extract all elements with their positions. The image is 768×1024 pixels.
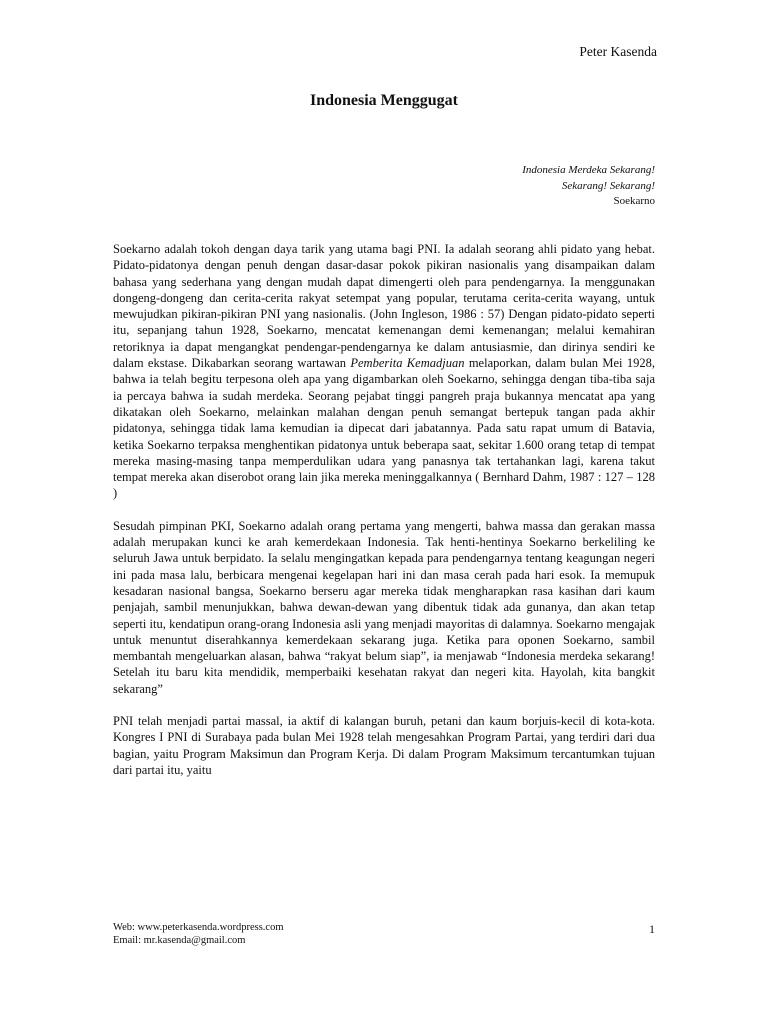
paragraph-1 (113, 241, 655, 502)
newspaper-name: Pemberita Kemadjuan (350, 356, 465, 371)
body-text (113, 241, 655, 794)
paragraph-3: PNI telah menjadi partai massal, ia aktif di kalangan buruh, petani dan kaum borjuis-kecil di kota-kota. Kongres I PNI di Surabaya pada bulan Mei 1928 telah mengesahkan Program Partai, yang terdiri dari dua bagian, yaitu Program Maksimun dan Program Kerja. Di dalam Program Maksimum tercantumkan tujuan dari partai itu, yaitu (113, 714, 655, 777)
paragraph-1-part-a: Soekarno adalah tokoh dengan daya tarik yang utama bagi PNI. Ia adalah seorang ahli pidato yang hebat. Pidato-pidatonya dengan penuh dengan dasar-dasar pokok pikiran nasionalis yang disampaikan dalam bahasa yang sederhana yang dengan mudah dapat dimengerti oleh para pendengarnya. Ia menggunakan dongeng-dongeng dan cerita-cerita rakyat setempat yang popular, terutama cerita-cerita wayang, untuk mewujudkan pikiran-pikiran PNI yang nasionalis. (John Ingleson, 1986 : 57) Dengan pidato-pidato seperti itu, sepanjang tahun 1928, Soekarno, mencatat kemenangan demi kemenangan; melalui kemahiran retoriknya ia dapat mengangkat pendengar-pendengarnya ke dalam antusiasmie, dan dirinya sendiri ke dalam ekstase. Dikabarkan seorang wartawan (113, 242, 655, 371)
paragraph-1-part-b: melaporkan, dalam bulan Mei 1928, bahwa ia telah begitu terpesona oleh apa yang digambarkan oleh Soekarno, sehingga dengan tiba-tiba saja ia percaya bahwa ia sudah merdeka. Seorang pejabat tinggi pangreh praja bukannya mencatat apa yang dikatakan oleh Soekarno, melainkan malahan dengan penuh semangat bertepuk tangan pada akhir pidatonya, sehingga tidak lama kemudian ia dipecat dari jabatannya. Pada satu rapat umum di Batavia, ketika Soekarno terpaksa menghentikan pidatonya untuk beberapa saat, sekitar 1.600 orang tetap di tempat mereka masing-masing tanpa memperdulikan udara yang panasnya tak tertahankan lagi, karena takut tempat mereka akan diserobot orang lain jika mereka meninggalkannya ( Bernhard Dahm, 1987 : 127 – 128 ) (113, 356, 656, 501)
footer-web: Web: www.peterkasenda.wordpress.com (113, 922, 284, 933)
epigraph-attribution: Soekarno (613, 195, 655, 207)
footer-email: Email: mr.kasenda@gmail.com (113, 935, 246, 946)
footer-contact (113, 921, 284, 947)
document-title: Indonesia Menggugat (309, 92, 459, 109)
author-name: Peter Kasenda (579, 44, 657, 59)
paragraph-2: Sesudah pimpinan PKI, Soekarno adalah orang pertama yang mengerti, bahwa massa dan gerakan massa adalah merupakan kunci ke arah kemerdekaan Indonesia. Tak henti-hentinya Soekarno berkeliling ke seluruh Jawa untuk berpidato. Ia selalu mengingatkan kepada para pendengarnya tentang keagungan negeri ini pada masa lalu, berbicara mengenai kegelapan hari ini dan masa cerah pada hari esok. Ia memupuk kesadaran nasional bangsa, Soekarno berseru agar mereka tidak mengharapkan rasa kasihan dari kaum penjajah, sambil menunjukkan, bahwa dewan-dewan yang dibentuk tidak ada gunanya, dan akan tetap seperti itu, kendatipun orang-orang Indonesia asli yang menjadi mayoritas di dalamnya. Soekarno mengajak untuk menuntut diserahkannya kemerdekaan sekarang juga. Ketika para oponen Soekarno, sambil membantah mengeluarkan alasan, bahwa “rakyat belum siap”, ia menjawab “Indonesia merdeka sekarang! Setelah itu baru kita mendidik, memperbaiki kesehatan rakyat dan negeri kita. Hayolah, kita bangkit sekarang” (113, 518, 655, 696)
epigraph (522, 163, 655, 210)
page-number: 1 (649, 922, 655, 936)
epigraph-line-1: Indonesia Merdeka Sekarang! (522, 164, 655, 176)
epigraph-line-2: Sekarang! Sekarang! (561, 179, 655, 192)
